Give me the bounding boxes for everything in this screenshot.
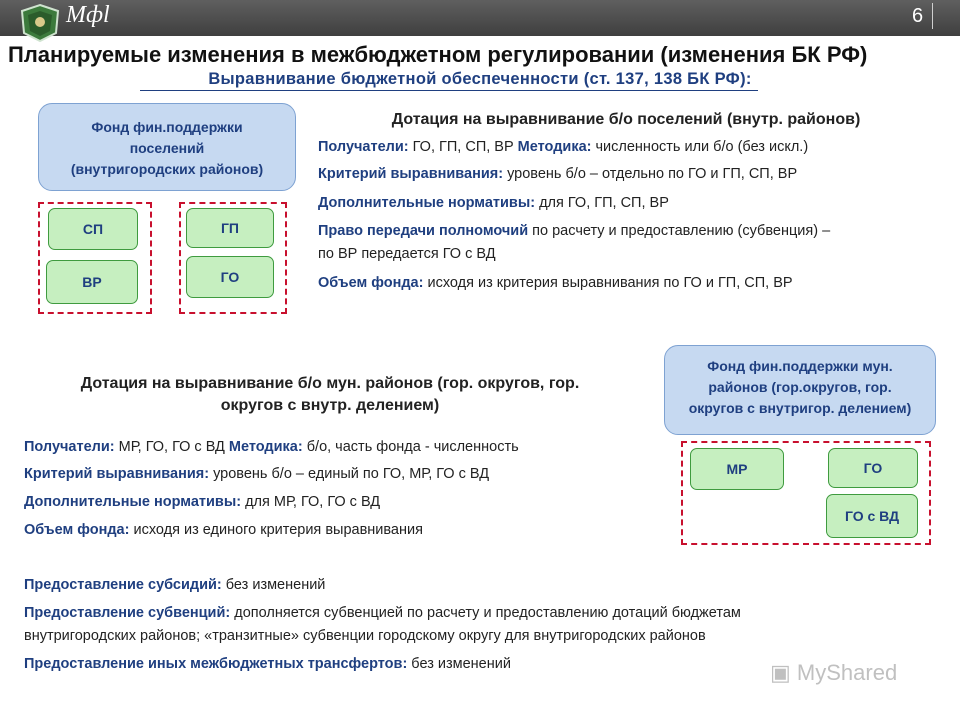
brand-text: Мфl: [66, 2, 110, 28]
fund-municipal-districts-box: [664, 345, 936, 435]
fund1-line: Фонд фин.поддержки: [91, 119, 243, 135]
subtitle-underline: [140, 90, 758, 91]
section2-heading-line: Дотация на выравнивание б/о мун. районов (гор. округов, гор.: [80, 375, 580, 392]
section2-heading-line: округов с внутр. делением): [220, 397, 440, 414]
section1-row: Право передачи полномочий по расчету и предоставлению (субвенция) –: [318, 223, 831, 239]
section1-row: Критерий выравнивания: уровень б/о – отдельно по ГО и ГП, СП, ВР: [318, 166, 798, 182]
section1-row: Получатели: ГО, ГП, СП, ВР Методика: численность или б/о (без искл.): [318, 139, 809, 155]
header-bar: [0, 0, 960, 36]
ministry-emblem-icon: [18, 3, 62, 43]
page-number-divider: [932, 3, 933, 29]
watermark-text: MyShared: [796, 660, 898, 685]
box-gp: ГП: [186, 208, 274, 248]
section2-row: Критерий выравнивания: уровень б/о – единый по ГО, МР, ГО с ВД: [24, 466, 490, 482]
section3-row: Предоставление иных межбюджетных трансфертов: без изменений: [24, 656, 511, 672]
fund1-line: (внутригородских районов): [70, 161, 264, 177]
box-go-vd: ГО с ВД: [826, 494, 918, 538]
section2-heading: [14, 373, 646, 417]
page-subtitle: Выравнивание бюджетной обеспеченности (ст. 137, 138 БК РФ):: [208, 70, 752, 88]
box-vr: ВР: [46, 260, 138, 304]
section2-row: Получатели: МР, ГО, ГО с ВД Методика: б/о, часть фонда - численность: [24, 439, 519, 455]
box-go-2: ГО: [828, 448, 918, 488]
page-title: Планируемые изменения в межбюджетном регулировании (изменения БК РФ): [8, 42, 868, 67]
section1-row: по ВР передается ГО с ВД: [318, 246, 496, 262]
section2-row: Дополнительные нормативы: для МР, ГО, ГО с ВД: [24, 494, 381, 510]
section3-row: Предоставление субсидий: без изменений: [24, 577, 326, 593]
fund2-line: Фонд фин.поддержки мун.: [707, 358, 893, 374]
fund1-line: поселений: [129, 140, 205, 156]
box-mr: МР: [690, 448, 784, 490]
box-go: ГО: [186, 256, 274, 298]
section1-heading: Дотация на выравнивание б/о поселений (внутр. районов): [391, 111, 861, 128]
section3-row: внутригородских районов; «транзитные» субвенции городскому округу для внутригородских районов: [24, 628, 706, 644]
page-number: 6: [912, 5, 924, 27]
box-sp: СП: [48, 208, 138, 250]
fund-settlements-box: [38, 103, 296, 191]
fund2-line: округов с внутригор. делением): [688, 400, 912, 416]
watermark-icon: ▣: [770, 660, 791, 685]
section3-row: Предоставление субвенций: дополняется субвенцией по расчету и предоставлению дотаций бюджетам: [24, 605, 741, 621]
fund2-line: районов (гор.округов, гор.: [708, 379, 892, 395]
section1-row: Объем фонда: исходя из критерия выравнивания по ГО и ГП, СП, ВР: [318, 275, 793, 291]
section2-row: Объем фонда: исходя из единого критерия выравнивания: [24, 522, 423, 538]
watermark: [770, 660, 897, 686]
section1-row: Дополнительные нормативы: для ГО, ГП, СП, ВР: [318, 195, 669, 211]
